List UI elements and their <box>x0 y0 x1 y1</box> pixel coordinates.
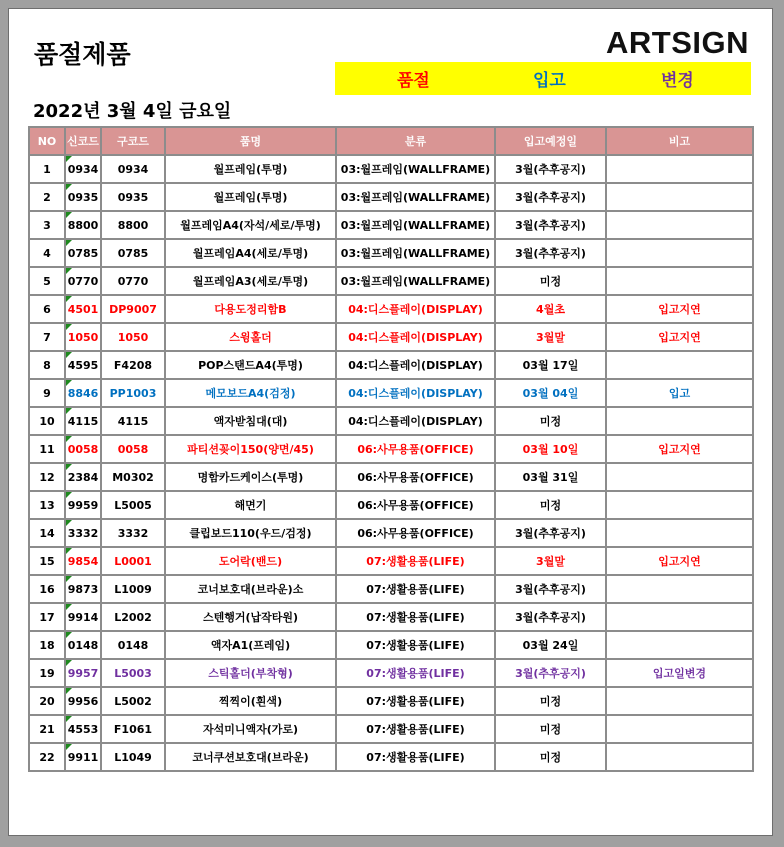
cell-eta: 3월(추후공지) <box>495 575 606 603</box>
cell-eta: 03월 04일 <box>495 379 606 407</box>
cell-note: 입고일변경 <box>606 659 753 687</box>
cell-note <box>606 603 753 631</box>
cell-category: 04:디스플레이(DISPLAY) <box>336 323 495 351</box>
cell-note <box>606 407 753 435</box>
cell-note: 입고지연 <box>606 295 753 323</box>
cell-eta: 3월(추후공지) <box>495 659 606 687</box>
cell-eta: 미정 <box>495 687 606 715</box>
table-row <box>29 155 753 183</box>
cell-category: 04:디스플레이(DISPLAY) <box>336 407 495 435</box>
cell-note <box>606 183 753 211</box>
cell-old-code: M0302 <box>101 463 165 491</box>
cell-category: 03:월프레임(WALLFRAME) <box>336 183 495 211</box>
cell-old-code: PP1003 <box>101 379 165 407</box>
cell-eta: 3월(추후공지) <box>495 183 606 211</box>
cell-name: 해면기 <box>165 491 336 519</box>
table-row <box>29 463 753 491</box>
cell-new-code: 0148 <box>65 631 101 659</box>
cell-old-code: L0001 <box>101 547 165 575</box>
col-header-note: 비고 <box>606 127 753 155</box>
cell-name: 스윙홀더 <box>165 323 336 351</box>
brand-logo: ARTSIGN <box>606 25 749 60</box>
cell-category: 07:생활용품(LIFE) <box>336 743 495 771</box>
cell-old-code: DP9007 <box>101 295 165 323</box>
table-row <box>29 491 753 519</box>
table-row <box>29 575 753 603</box>
cell-category: 07:생활용품(LIFE) <box>336 687 495 715</box>
cell-no: 15 <box>29 547 65 575</box>
cell-category: 07:생활용품(LIFE) <box>336 603 495 631</box>
cell-new-code: 4501 <box>65 295 101 323</box>
cell-new-code: 9956 <box>65 687 101 715</box>
page-title: 품절제품 <box>34 40 131 69</box>
cell-eta: 3월(추후공지) <box>495 603 606 631</box>
cell-new-code: 1050 <box>65 323 101 351</box>
cell-old-code: 0934 <box>101 155 165 183</box>
cell-note <box>606 687 753 715</box>
cell-category: 04:디스플레이(DISPLAY) <box>336 351 495 379</box>
cell-note <box>606 351 753 379</box>
cell-old-code: 0058 <box>101 435 165 463</box>
cell-category: 03:월프레임(WALLFRAME) <box>336 155 495 183</box>
cell-no: 3 <box>29 211 65 239</box>
cell-eta: 03월 17일 <box>495 351 606 379</box>
col-header-no: NO <box>29 127 65 155</box>
cell-name: 다용도정리함B <box>165 295 336 323</box>
cell-old-code: L1049 <box>101 743 165 771</box>
cell-no: 16 <box>29 575 65 603</box>
cell-note <box>606 155 753 183</box>
cell-new-code: 8800 <box>65 211 101 239</box>
cell-no: 14 <box>29 519 65 547</box>
cell-old-code: 0785 <box>101 239 165 267</box>
cell-category: 07:생활용품(LIFE) <box>336 547 495 575</box>
cell-note: 입고지연 <box>606 435 753 463</box>
cell-new-code: 0058 <box>65 435 101 463</box>
cell-category: 03:월프레임(WALLFRAME) <box>336 239 495 267</box>
cell-new-code: 9914 <box>65 603 101 631</box>
cell-name: 명함카드케이스(투명) <box>165 463 336 491</box>
cell-old-code: 4115 <box>101 407 165 435</box>
cell-new-code: 9873 <box>65 575 101 603</box>
cell-no: 11 <box>29 435 65 463</box>
cell-new-code: 9854 <box>65 547 101 575</box>
cell-eta: 3월말 <box>495 547 606 575</box>
table-row <box>29 687 753 715</box>
sheet <box>8 8 773 836</box>
legend-soldout: 품절 <box>397 71 430 91</box>
cell-name: 찍찍이(흰색) <box>165 687 336 715</box>
cell-note <box>606 463 753 491</box>
table-row <box>29 715 753 743</box>
cell-old-code: 0148 <box>101 631 165 659</box>
cell-new-code: 8846 <box>65 379 101 407</box>
cell-note <box>606 519 753 547</box>
cell-name: 월프레임A4(세로/투명) <box>165 239 336 267</box>
table-row <box>29 183 753 211</box>
cell-note <box>606 575 753 603</box>
cell-name: 코너쿠션보호대(브라운) <box>165 743 336 771</box>
table-row <box>29 351 753 379</box>
cell-new-code: 2384 <box>65 463 101 491</box>
cell-eta: 3월(추후공지) <box>495 155 606 183</box>
cell-no: 12 <box>29 463 65 491</box>
cell-no: 13 <box>29 491 65 519</box>
cell-note <box>606 491 753 519</box>
cell-no: 5 <box>29 267 65 295</box>
table-row <box>29 659 753 687</box>
cell-name: 자석미니액자(가로) <box>165 715 336 743</box>
cell-name: 월프레임(투명) <box>165 155 336 183</box>
cell-new-code: 4553 <box>65 715 101 743</box>
table-row <box>29 631 753 659</box>
cell-new-code: 0935 <box>65 183 101 211</box>
cell-old-code: L5002 <box>101 687 165 715</box>
cell-note: 입고지연 <box>606 323 753 351</box>
cell-name: 월프레임(투명) <box>165 183 336 211</box>
cell-eta: 미정 <box>495 267 606 295</box>
cell-new-code: 0785 <box>65 239 101 267</box>
table-row <box>29 239 753 267</box>
cell-note <box>606 715 753 743</box>
cell-name: 코너보호대(브라운)소 <box>165 575 336 603</box>
cell-eta: 03월 31일 <box>495 463 606 491</box>
cell-new-code: 4595 <box>65 351 101 379</box>
cell-old-code: 8800 <box>101 211 165 239</box>
cell-old-code: 1050 <box>101 323 165 351</box>
col-header-old-code: 구코드 <box>101 127 165 155</box>
cell-no: 10 <box>29 407 65 435</box>
cell-eta: 3월말 <box>495 323 606 351</box>
cell-eta: 미정 <box>495 715 606 743</box>
cell-new-code: 9911 <box>65 743 101 771</box>
report-date: 2022년 3월 4일 금요일 <box>33 101 232 122</box>
cell-new-code: 0770 <box>65 267 101 295</box>
table-row <box>29 743 753 771</box>
table-row <box>29 323 753 351</box>
cell-eta: 03월 24일 <box>495 631 606 659</box>
cell-name: 파티션꽂이150(양면/45) <box>165 435 336 463</box>
cell-old-code: 0935 <box>101 183 165 211</box>
cell-no: 21 <box>29 715 65 743</box>
cell-new-code: 9957 <box>65 659 101 687</box>
cell-no: 20 <box>29 687 65 715</box>
cell-category: 07:생활용품(LIFE) <box>336 631 495 659</box>
table-row <box>29 603 753 631</box>
cell-note: 입고지연 <box>606 547 753 575</box>
cell-new-code: 9959 <box>65 491 101 519</box>
cell-name: 액자A1(프레임) <box>165 631 336 659</box>
cell-old-code: L1009 <box>101 575 165 603</box>
cell-no: 7 <box>29 323 65 351</box>
cell-old-code: L5005 <box>101 491 165 519</box>
cell-name: 월프레임A3(세로/투명) <box>165 267 336 295</box>
cell-old-code: 3332 <box>101 519 165 547</box>
cell-old-code: L5003 <box>101 659 165 687</box>
cell-eta: 미정 <box>495 407 606 435</box>
table-row <box>29 295 753 323</box>
cell-category: 07:생활용품(LIFE) <box>336 715 495 743</box>
cell-no: 8 <box>29 351 65 379</box>
cell-name: 도어락(밴드) <box>165 547 336 575</box>
col-header-category: 분류 <box>336 127 495 155</box>
table-row <box>29 519 753 547</box>
status-legend <box>335 62 751 95</box>
cell-name: 스틱홀더(부착형) <box>165 659 336 687</box>
cell-name: 메모보드A4(검정) <box>165 379 336 407</box>
table-row <box>29 407 753 435</box>
cell-eta: 4월초 <box>495 295 606 323</box>
cell-category: 07:생활용품(LIFE) <box>336 659 495 687</box>
legend-change: 변경 <box>661 71 694 91</box>
cell-note <box>606 267 753 295</box>
cell-old-code: 0770 <box>101 267 165 295</box>
cell-no: 4 <box>29 239 65 267</box>
cell-new-code: 3332 <box>65 519 101 547</box>
soldout-table <box>28 126 754 772</box>
cell-no: 9 <box>29 379 65 407</box>
cell-category: 04:디스플레이(DISPLAY) <box>336 379 495 407</box>
cell-category: 06:사무용품(OFFICE) <box>336 435 495 463</box>
cell-old-code: F4208 <box>101 351 165 379</box>
cell-category: 04:디스플레이(DISPLAY) <box>336 295 495 323</box>
cell-no: 19 <box>29 659 65 687</box>
cell-eta: 미정 <box>495 743 606 771</box>
cell-name: 월프레임A4(자석/세로/투명) <box>165 211 336 239</box>
cell-category: 03:월프레임(WALLFRAME) <box>336 211 495 239</box>
cell-eta: 미정 <box>495 491 606 519</box>
cell-category: 07:생활용품(LIFE) <box>336 575 495 603</box>
cell-no: 1 <box>29 155 65 183</box>
cell-note: 입고 <box>606 379 753 407</box>
cell-category: 06:사무용품(OFFICE) <box>336 463 495 491</box>
col-header-name: 품명 <box>165 127 336 155</box>
table-row <box>29 211 753 239</box>
cell-note <box>606 211 753 239</box>
legend-restock: 입고 <box>533 71 566 91</box>
col-header-eta: 입고예정일 <box>495 127 606 155</box>
table-row <box>29 435 753 463</box>
cell-no: 18 <box>29 631 65 659</box>
cell-no: 22 <box>29 743 65 771</box>
cell-new-code: 4115 <box>65 407 101 435</box>
cell-no: 6 <box>29 295 65 323</box>
header-row <box>29 127 753 155</box>
table-row <box>29 267 753 295</box>
cell-name: 스텐행거(납작타원) <box>165 603 336 631</box>
table-row <box>29 379 753 407</box>
cell-category: 06:사무용품(OFFICE) <box>336 491 495 519</box>
cell-no: 17 <box>29 603 65 631</box>
cell-old-code: L2002 <box>101 603 165 631</box>
cell-category: 06:사무용품(OFFICE) <box>336 519 495 547</box>
cell-old-code: F1061 <box>101 715 165 743</box>
cell-name: POP스탠드A4(투명) <box>165 351 336 379</box>
cell-eta: 3월(추후공지) <box>495 239 606 267</box>
cell-eta: 3월(추후공지) <box>495 519 606 547</box>
cell-category: 03:월프레임(WALLFRAME) <box>336 267 495 295</box>
cell-name: 액자받침대(대) <box>165 407 336 435</box>
cell-note <box>606 239 753 267</box>
col-header-new-code: 신코드 <box>65 127 101 155</box>
cell-note <box>606 631 753 659</box>
cell-name: 클립보드110(우드/검정) <box>165 519 336 547</box>
cell-note <box>606 743 753 771</box>
cell-new-code: 0934 <box>65 155 101 183</box>
table-row <box>29 547 753 575</box>
cell-no: 2 <box>29 183 65 211</box>
cell-eta: 03월 10일 <box>495 435 606 463</box>
cell-eta: 3월(추후공지) <box>495 211 606 239</box>
